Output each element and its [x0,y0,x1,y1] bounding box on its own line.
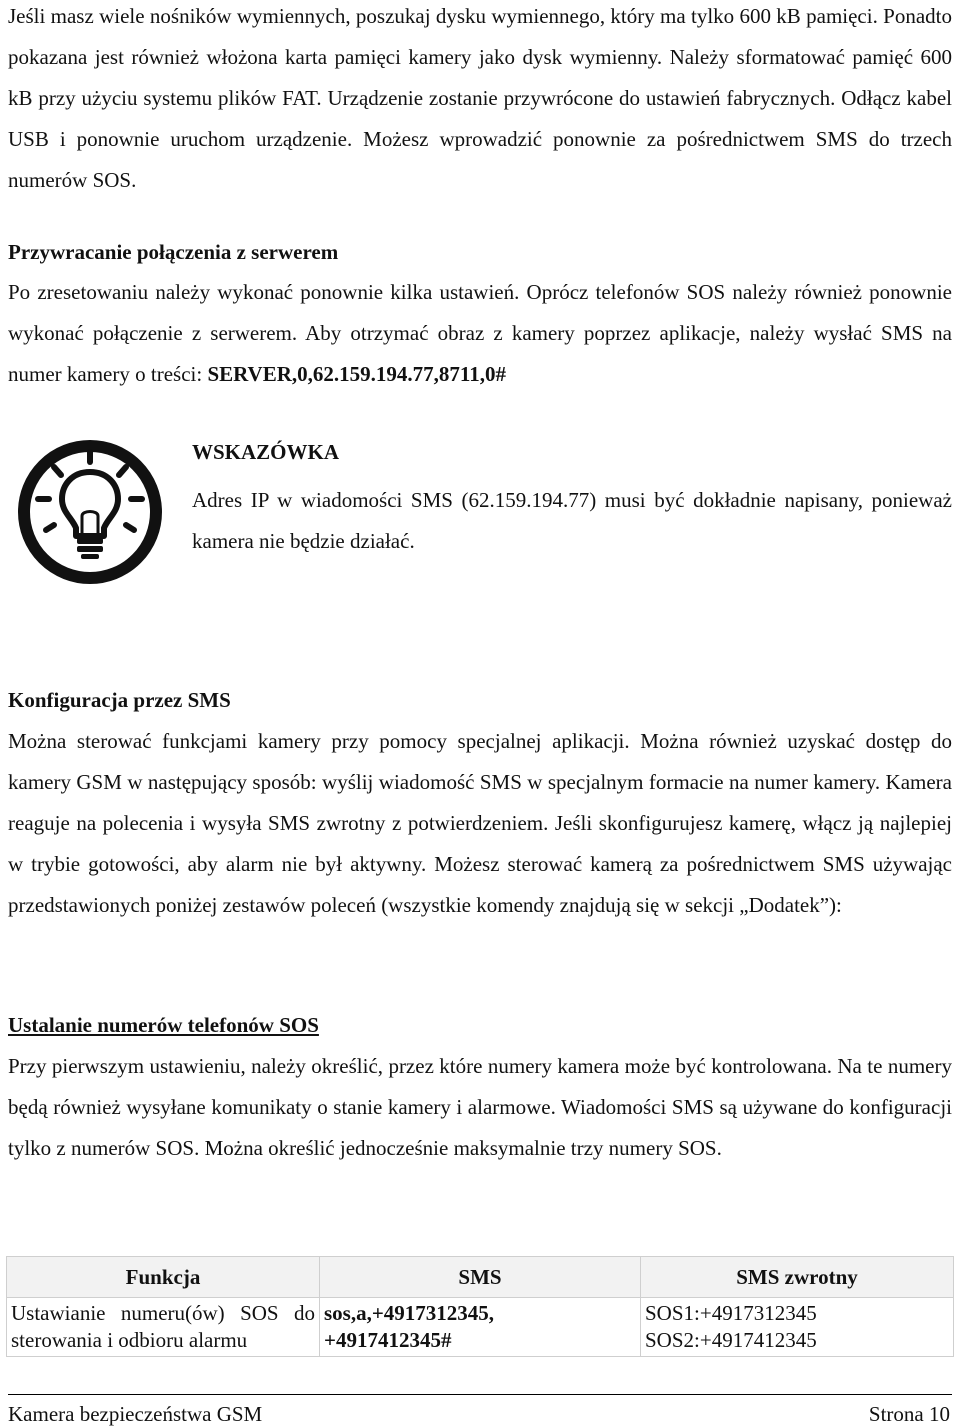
tip-title: WSKAZÓWKA [192,440,340,464]
sms-line-2: +4917412345# [324,1328,452,1352]
reconnect-paragraph [8,272,952,395]
sos-numbers-heading [8,1013,319,1038]
sos-numbers-heading-text: Ustalanie numerów telefonów SOS [8,1013,319,1037]
sms-line-1: sos,a,+4917312345, [324,1301,495,1325]
lightbulb-icon [10,432,170,592]
cell-sms [320,1298,641,1357]
cell-reply [641,1298,954,1357]
reply-line-1: SOS1:+4917312345 [645,1301,817,1325]
table-row [7,1298,954,1357]
reconnect-text: Po zresetowaniu należy wykonać ponownie kilka ustawień. Oprócz telefonów SOS należy również ponownie wykonać połączenie z serwerem. Aby otrzymać obraz z kamery poprzez aplikacje, należy wysłać SMS na numer kamery o treści: [8,280,952,386]
server-command: SERVER,0,62.159.194.77,8711,0# [207,362,506,386]
sms-command-table [6,1256,954,1357]
tip-text: Adres IP w wiadomości SMS (62.159.194.77) musi być dokładnie napisany, ponieważ kamera nie będzie działać. [192,488,952,553]
table-header-row [7,1257,954,1298]
table-header-sms-reply: SMS zwrotny [641,1257,954,1298]
cell-function: Ustawianie numeru(ów) SOS do sterowania i odbioru alarmu [7,1298,320,1357]
page-number: Strona 10 [868,1402,950,1426]
reconnect-heading: Przywracanie połączenia z serwerem [8,240,339,264]
sos-numbers-paragraph: Przy pierwszym ustawieniu, należy określić, przez które numery kamera może być kontrolowana. Na te numery będą również wysyłane komunikaty o stanie kamery i alarmowe. Wiadomości SMS są używane do konfiguracji tylko z numerów SOS. Można określić jednocześnie maksymalnie trzy numery SOS. [8,1054,952,1160]
table-header-function: Funkcja [7,1257,320,1298]
reply-line-2: SOS2:+4917412345 [645,1328,817,1352]
sms-config-paragraph: Można sterować funkcjami kamery przy pomocy specjalnej aplikacji. Można również uzyskać dostęp do kamery GSM w następujący sposób: wyślij wiadomość SMS w specjalnym formacie na numer kamery. Kamera reaguje na polecenia i wysyła SMS zwrotny z potwierdzeniem. Jeśli skonfigurujesz kamerę, włącz ją najlepiej w trybie gotowości, aby alarm nie był aktywny. Możesz sterować kamerą za pośrednictwem SMS używając przedstawionych poniżej zestawów poleceń (wszystkie komendy znajdują się w sekcji „Dodatek”): [8,729,952,917]
intro-paragraph: Jeśli masz wiele nośników wymiennych, poszukaj dysku wymiennego, który ma tylko 600 kB pamięci. Ponadto pokazana jest również włożona karta pamięci kamery jako dysk wymienny. Należy sformatować pamięć 600 kB przy użyciu systemu plików FAT. Urządzenie zostanie przywrócone do ustawień fabrycznych. Odłącz kabel USB i ponownie uruchom urządzenie. Możesz wprowadzić ponownie za pośrednictwem SMS do trzech numerów SOS. [8,4,952,192]
table-header-sms: SMS [320,1257,641,1298]
sms-config-heading: Konfiguracja przez SMS [8,688,231,712]
footer-title: Kamera bezpieczeństwa GSM [8,1402,263,1426]
footer-divider [8,1394,952,1395]
